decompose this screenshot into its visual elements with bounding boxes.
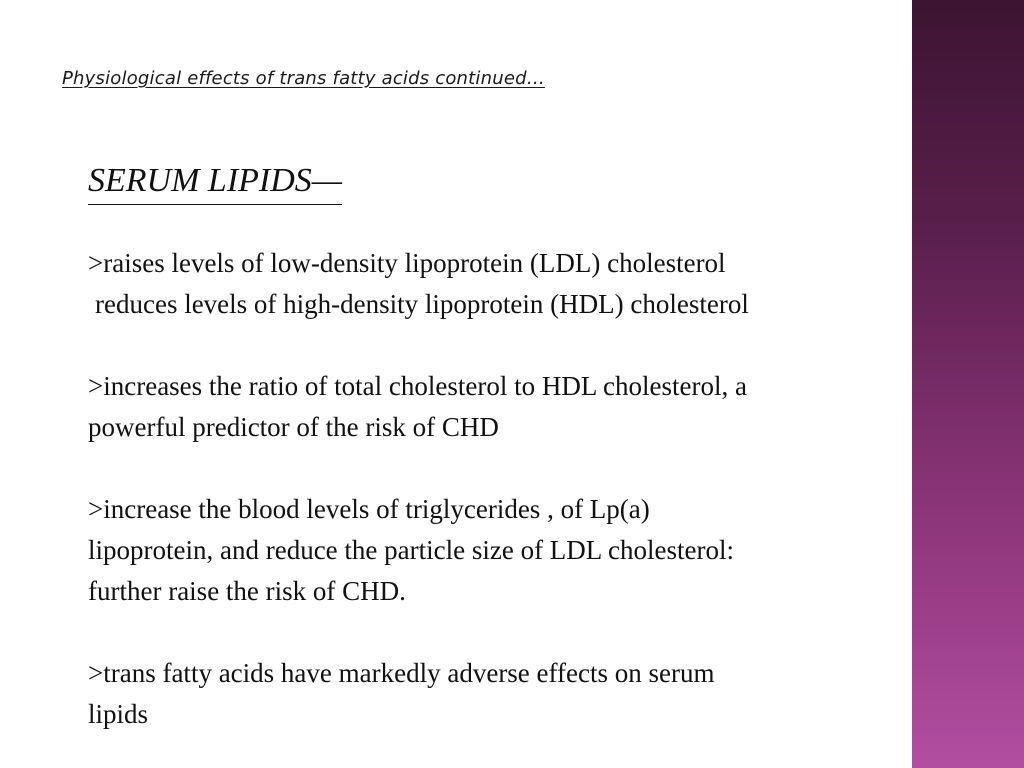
text-line: powerful predictor of the risk of CHD	[88, 412, 499, 442]
text-line: lipids	[88, 699, 149, 729]
paragraph-ratio	[88, 366, 918, 448]
text-line: reduces levels of high-density lipoprotein (HDL) cholesterol	[95, 289, 749, 319]
text-line: >raises levels of low-density lipoprotein (LDL) cholesterol	[88, 248, 726, 278]
paragraph-triglycerides	[88, 489, 918, 612]
section-heading: SERUM LIPIDS—	[88, 158, 342, 205]
text-line: further raise the risk of CHD.	[88, 576, 406, 606]
slide-title: Physiological effects of trans fatty acids continued…	[62, 68, 545, 89]
text-line: >increase the blood levels of triglycerides , of Lp(a)	[88, 494, 650, 524]
slide-content	[88, 158, 918, 735]
paragraph-adverse-effects	[88, 653, 918, 735]
text-line: lipoprotein, and reduce the particle size of LDL cholesterol:	[88, 535, 734, 565]
decorative-side-bar	[912, 0, 1024, 768]
text-line: >increases the ratio of total cholesterol to HDL cholesterol, a	[88, 371, 747, 401]
text-line: >trans fatty acids have markedly adverse effects on serum	[88, 658, 715, 688]
paragraph-ldl-hdl	[88, 243, 918, 325]
